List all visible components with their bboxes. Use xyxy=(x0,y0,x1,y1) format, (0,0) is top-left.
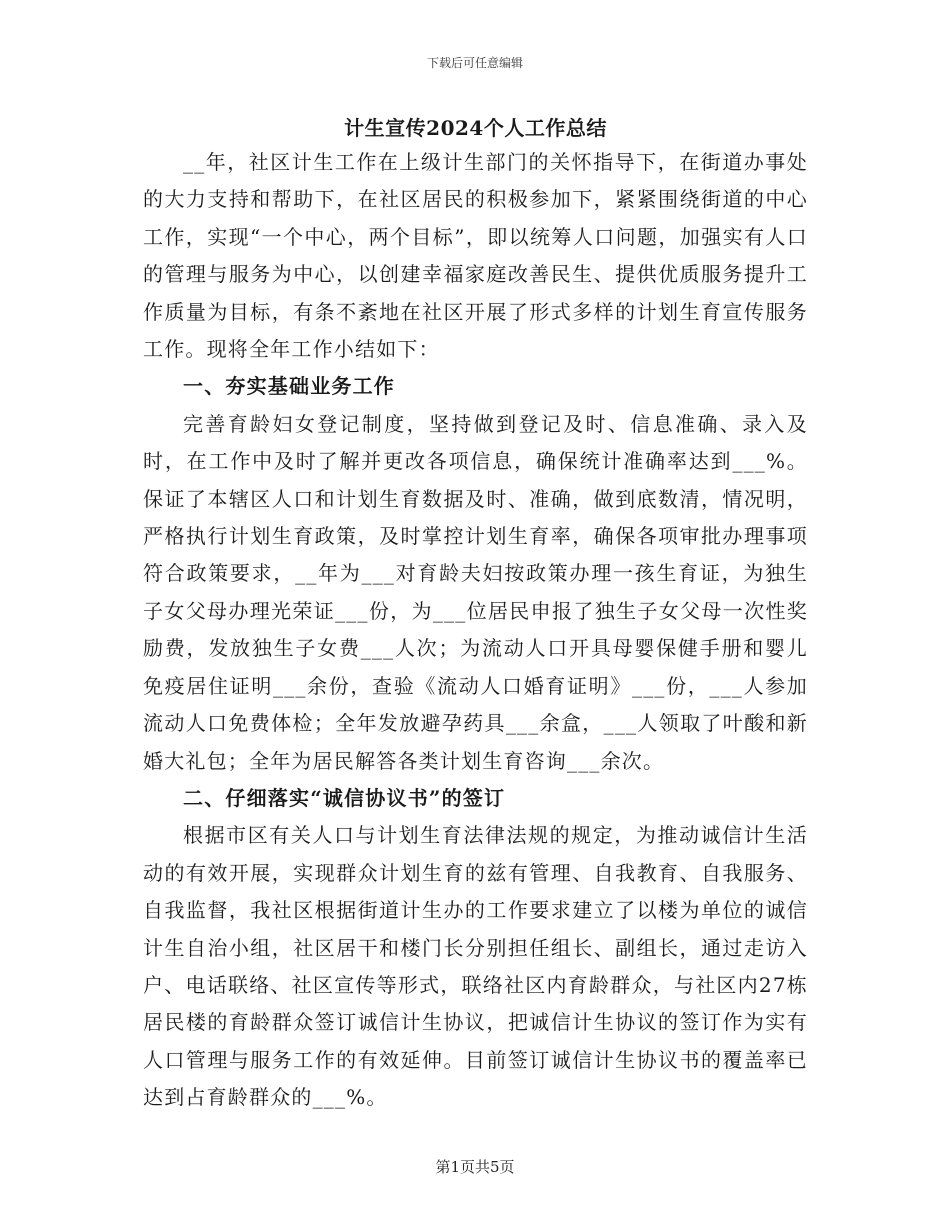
section-heading-1: 一、夯实基础业务工作 xyxy=(183,374,395,399)
page-header-note: 下载后可任意编辑 xyxy=(426,56,523,70)
section-heading-2: 二、仔细落实“诚信协议书”的签订 xyxy=(183,785,506,810)
section-body-2: 根据市区有关人口与计划生育法律法规的规定，为推动诚信计生活动的有效开展，实现群众计划生育的兹有管理、自我教育、自我服务、自我监督，我社区根据街道计生办的工作要求建立了以楼为单位的诚信计生自治小组，社区居干和楼门长分别担任组长、副组长，通过走访入户、电话联络、社区宣传等形式，联络社区内育龄群众，与社区内27栋居民楼的育龄群众签订诚信计生协议，把诚信计生协议的签订作为实有人口管理与服务工作的有效延伸。目前签订诚信计生协议书的覆盖率已达到占育龄群众的___%。 xyxy=(143,823,808,1110)
document-body xyxy=(143,112,808,1117)
intro-paragraph: __年，社区计生工作在上级计生部门的关怀指导下，在街道办事处的大力支持和帮助下，在社区居民的积极参加下，紧紧围绕街道的中心工作，实现“一个中心，两个目标”，即以统筹人口问题，加强实有人口的管理与服务为中心，以创建幸福家庭改善民生、提供优质服务提升工作质量为目标，有条不紊地在社区开展了形式多样的计划生育宣传服务工作。现将全年工作小结如下： xyxy=(143,150,808,362)
document-title: 计生宣传2024个人工作总结 xyxy=(344,116,607,140)
section-body-1: 完善育龄妇女登记制度，坚持做到登记及时、信息准确、录入及时，在工作中及时了解并更改各项信息，确保统计准确率达到___%。保证了本辖区人口和计划生育数据及时、准确，做到底数清，情况明，严格执行计划生育政策，及时掌控计划生育率，确保各项审批办理事项符合政策要求，__年为___对育龄夫妇按政策办理一孩生育证，为独生子女父母办理光荣证___份，为___位居民申报了独生子女父母一次性奖励费，发放独生子女费___人次；为流动人口开具母婴保健手册和婴儿免疫居住证明___余份，查验《流动人口婚育证明》___份，___人参加流动人口免费体检；全年发放避孕药具___余盒，___人领取了叶酸和新婚大礼包；全年为居民解答各类计划生育咨询___余次。 xyxy=(143,411,808,773)
page-footer-number: 第1页共5页 xyxy=(435,1158,515,1176)
